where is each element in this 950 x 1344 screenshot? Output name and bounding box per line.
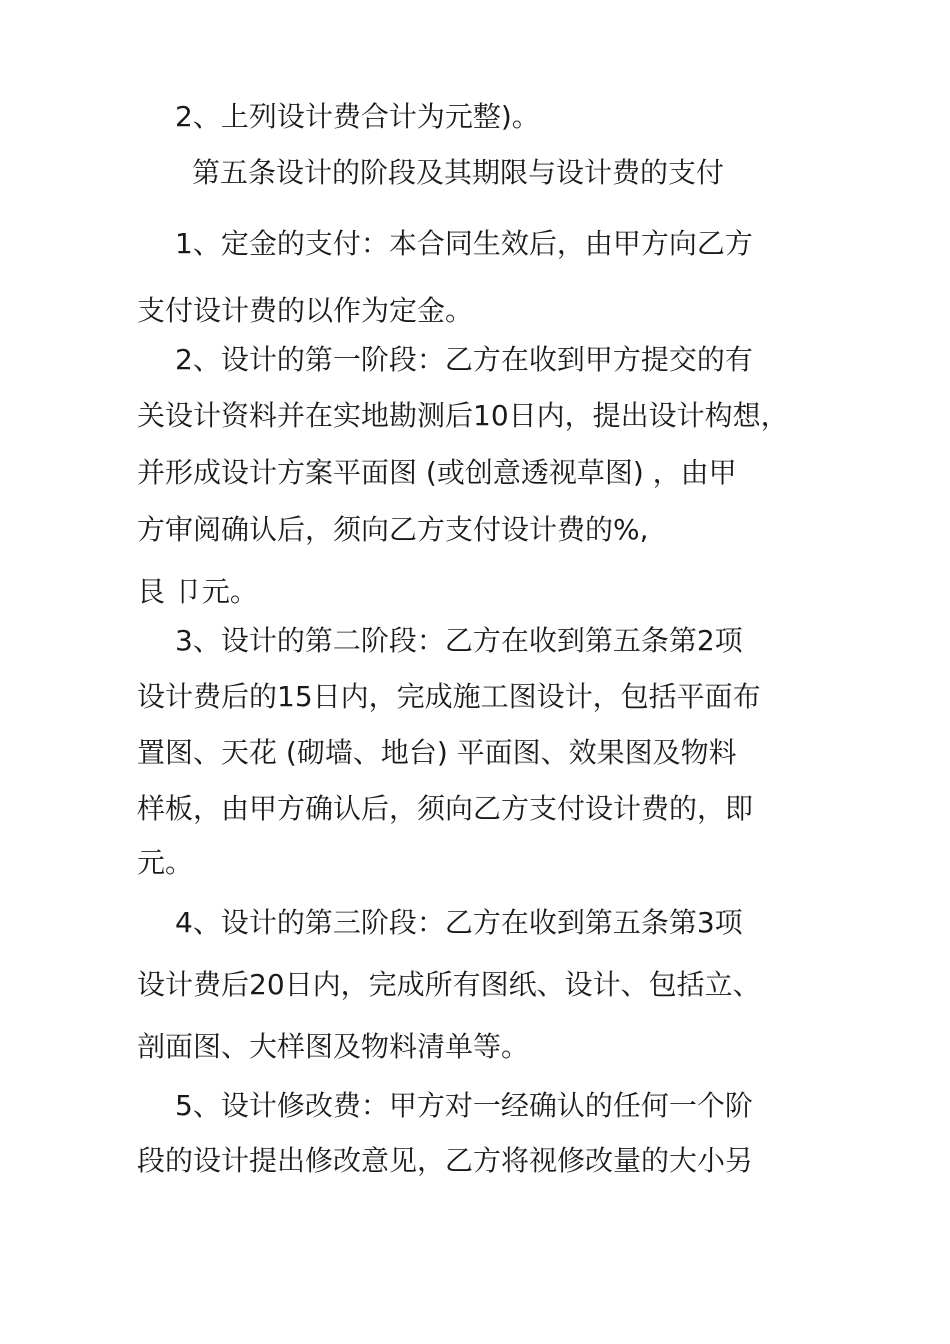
paragraph-line: 支付设计费的以作为定金。 <box>137 294 474 327</box>
paragraph-line: 置图、天花 (砌墙、地台) 平面图、效果图及物料 <box>137 736 737 769</box>
paragraph-line: 艮 卩元。 <box>137 575 258 608</box>
paragraph-line: 样板，由甲方确认后，须向乙方支付设计费的，即 <box>137 792 754 825</box>
paragraph-line: 元。 <box>137 846 194 879</box>
section-heading: 第五条设计的阶段及其期限与设计费的支付 <box>192 156 725 189</box>
paragraph-line: 设计费后20日内，完成所有图纸、设计、包括立、 <box>137 968 761 1001</box>
paragraph-line: 2、上列设计费合计为元整)。 <box>175 100 540 133</box>
paragraph-line: 并形成设计方案平面图 (或创意透视草图) ，由甲 <box>137 456 737 489</box>
paragraph-line: 剖面图、大样图及物料清单等。 <box>137 1030 530 1063</box>
paragraph-line: 1、定金的支付：本合同生效后，由甲方向乙方 <box>175 227 753 260</box>
paragraph-line: 设计费后的15日内，完成施工图设计，包括平面布 <box>137 680 761 713</box>
paragraph-line: 3、设计的第二阶段：乙方在收到第五条第2项 <box>175 624 743 657</box>
paragraph-line: 5、设计修改费：甲方对一经确认的任何一个阶 <box>175 1089 753 1122</box>
paragraph-line: 方审阅确认后，须向乙方支付设计费的%, <box>137 513 649 546</box>
paragraph-line: 段的设计提出修改意见，乙方将视修改量的大小另 <box>137 1144 754 1177</box>
paragraph-line: 4、设计的第三阶段：乙方在收到第五条第3项 <box>175 906 743 939</box>
paragraph-line: 2、设计的第一阶段：乙方在收到甲方提交的有 <box>175 343 753 376</box>
paragraph-line: 关设计资料并在实地勘测后10日内，提出设计构想， <box>137 399 789 432</box>
